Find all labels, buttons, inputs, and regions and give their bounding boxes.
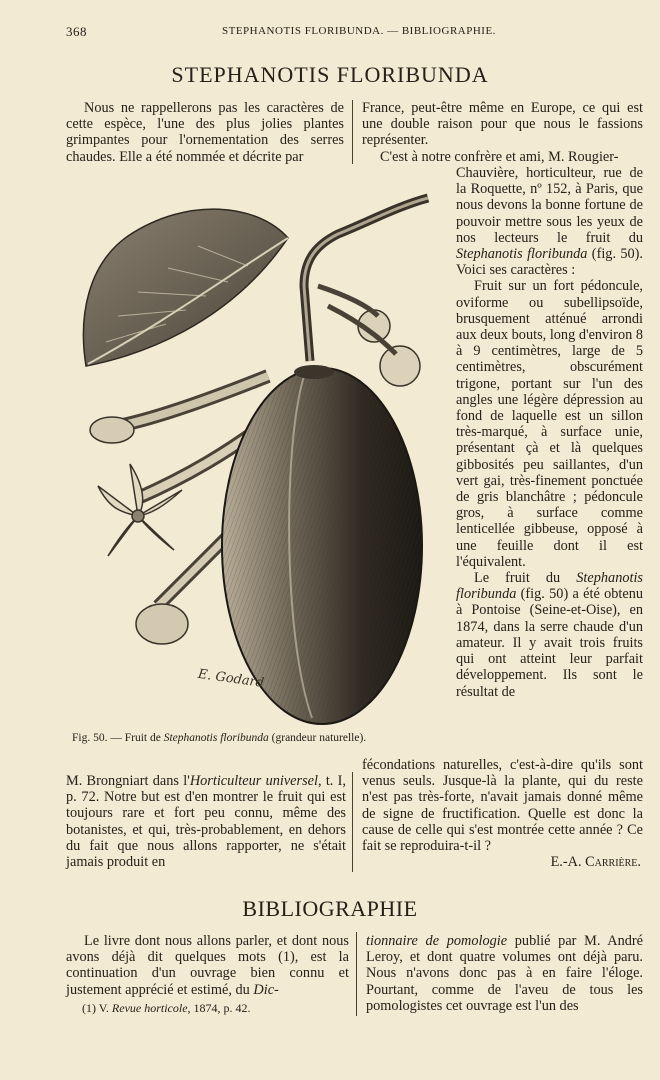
author-signature: E.-A. Carrière. — [550, 854, 641, 871]
stephanotis-engraving — [78, 186, 448, 726]
article-wrapped-text: Chauvière, horticulteur, rue de la Roquette, nº 152, à Paris, que nous devons la bonne fortune de pouvoir mettre sous les yeux de nos lecteurs le fruit du Stephanotis floribunda (fig. 50). Voici ses caractères : Fruit sur un fort pédoncule, oviforme ou subellipsoïde, brusquement atténué arrondi aux deux bouts, long d'environ 8 à 9 centimètres, large de 5 centimètres, obscurément trigone, portant sur l'un des angles une légère dépression au fond de laquelle est un sillon très-marqué, à surface unie, présentant çà et là quelques gibbosités peu saillantes, d'un vert gai, très-finement ponctuée de gris blanchâtre ; pédoncule gros, à surface comme lenticellée gibbeuse, opposé à une feuille dont il est l'équivalent. Le fruit du Stephanotis floribunda (fig. 50) a été obtenu à Pontoise (Seine-et-Oise), en 1874, dans la serre chaude d'un amateur. Il y avait trois fruits qui ont atteint leur parfait développement. Ils sont le résultat de — [456, 165, 644, 700]
column-rule — [352, 100, 353, 164]
figure-caption: Fig. 50. — Fruit de Stephanotis floribunda (grandeur naturelle). — [72, 732, 367, 744]
column-rule — [352, 772, 353, 872]
article-right-intro: France, peut-être même en Europe, ce qui est une double raison pour que nous le fassions représenter. C'est à notre confrère et ami, M. Rougier- — [362, 100, 643, 165]
footnote: (1) V. Revue horticole, 1874, p. 42. — [82, 1001, 251, 1015]
page-number: 368 — [66, 24, 87, 39]
running-head — [66, 24, 628, 40]
article-right-lower: fécondations naturelles, c'est-à-dire qu'ils sont venus seuls. Jusque-là la plante, qui du reste n'est pas très-forte, n'avait jamais donné même de signe de fructification. Quelle est donc la cause de celle qui s'est montrée cette année ? Ce fait se reproduira-t-il ? E.-A. Carrière. — [362, 757, 643, 871]
bibliographie-right-text: tionnaire de pomologie publié par M. André Leroy, et dont quatre volumes ont déjà paru. Nous n'avons donc pas à en faire l'éloge. Pourtant, comme de l'aveu de tous les pomologistes cet ouvrage est l'un des — [366, 933, 644, 1014]
column-rule — [356, 932, 357, 1016]
article-title: STEPHANOTIS FLORIBUNDA — [171, 62, 489, 87]
engraver-signature: E. Godard — [196, 666, 265, 691]
article-left-lower: M. Brongniart dans l'Horticulteur universel, t. I, p. 72. Notre but est d'en montrer le fruit qui est toujours rare et fort peu connu, même des botanistes, et qui, très-probablement, en dehors du fait que nous allons rapporter, ne s'était jamais produit en — [66, 773, 346, 871]
running-title: STEPHANOTIS FLORIBUNDA. — BIBLIOGRAPHIE. — [222, 25, 496, 37]
article-left-intro: Nous ne rappellerons pas les caractères de cette espèce, l'une des plus jolies plantes grimpantes pour l'ornementation des serres chaudes. Elle a été nommée et décrite par — [66, 100, 344, 165]
bibliographie-title: BIBLIOGRAPHIE — [242, 896, 418, 921]
fruit-illustration — [78, 186, 448, 726]
bibliographie-left-text: Le livre dont nous allons parler, et dont nous avons déjà dit quelques mots (1), est la continuation d'un ouvrage bien connu et justement apprécié et estimé, du Dic- — [66, 933, 349, 998]
